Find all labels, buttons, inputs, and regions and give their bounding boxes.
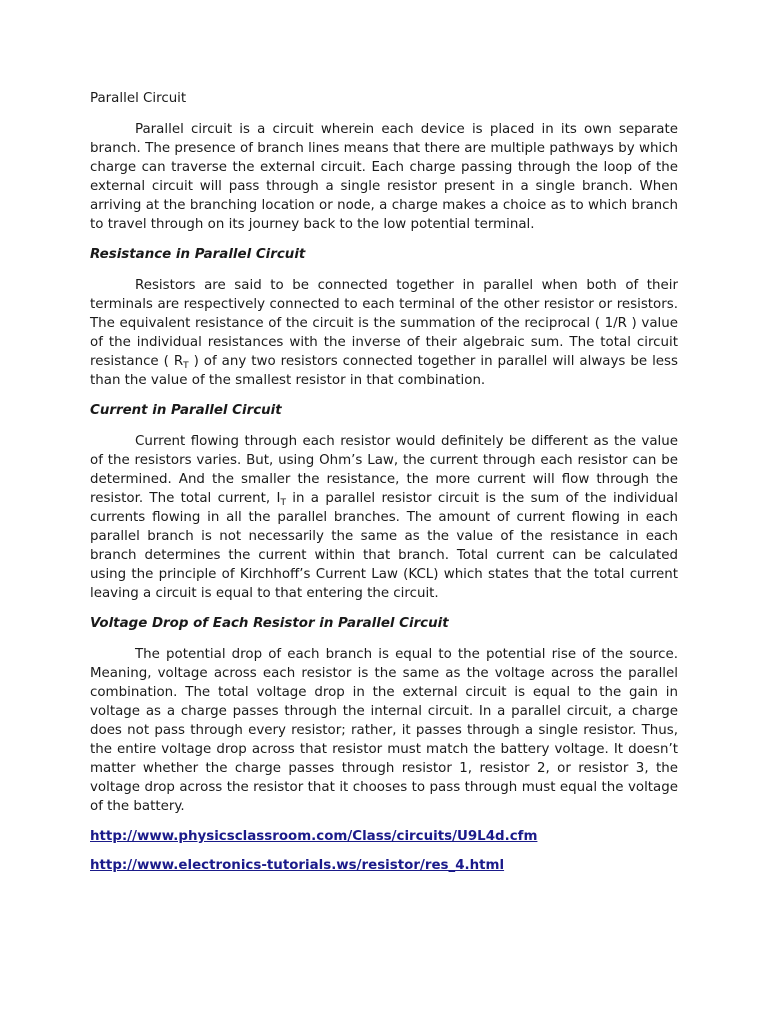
voltage-paragraph: The potential drop of each branch is equal to the potential rise of the source. Meaning, voltage across each resistor is the same as the voltage across the parallel combination. The total voltage drop in the external circuit is equal to the gain in voltage as a charge passes through the internal circuit. In a parallel circuit, a charge does not pass through every resistor; rather, it passes through a single resistor. Thus, the entire voltage drop across that resistor must match the battery voltage. It doesn’t matter whether the charge passes through resistor 1, resistor 2, or resistor 3, the voltage drop across the resistor that it chooses to pass through must equal the voltage of the battery. — [90, 647, 678, 814]
electronics-tutorials-link[interactable]: http://www.electronics-tutorials.ws/resistor/res_4.html — [90, 858, 505, 873]
current-paragraph — [90, 432, 678, 603]
resistance-text-b: ) of any two resistors connected together in parallel will always be less than the value of the smallest resistor in that combination. — [90, 354, 678, 388]
resistance-text-a: Resistors are said to be connected together in parallel when both of their terminals are respectively connected to each terminal of the other resistor or resistors. The equivalent resistance of the circuit is the summation of the reciprocal ( 1/R ) value of the individual resistances with the inverse of their algebraic sum. The total circuit resistance ( R — [90, 278, 678, 369]
current-heading: Current in Parallel Circuit — [90, 403, 282, 418]
current-text-a: Current flowing through each resistor would definitely be different as the value of the resistors varies. But, using Ohm’s Law, the current through each resistor can be determined. And the smaller the resistance, the more current will flow through the resistor. The total current, I — [90, 434, 678, 506]
intro-paragraph: Parallel circuit is a circuit wherein each device is placed in its own separate branch. The presence of branch lines means that there are multiple pathways by which charge can traverse the external circuit. Each charge passing through the loop of the external circuit will pass through a single resistor present in a single branch. When arriving at the branching location or node, a charge makes a choice as to which branch to travel through on its journey back to the low potential terminal. — [90, 122, 678, 232]
current-subscript: T — [280, 498, 286, 508]
document-page — [90, 90, 678, 886]
current-text-b: in a parallel resistor circuit is the sum of the individual currents flowing in all the parallel branches. The amount of current flowing in each parallel branch is not necessarily the same as the value of the resistance in each branch determines the current within that branch. Total current can be calculated using the principle of Kirchhoff’s Current Law (KCL) which states that the total current leaving a circuit is equal to that entering the circuit. — [90, 491, 678, 601]
resistance-paragraph — [90, 276, 678, 390]
voltage-heading: Voltage Drop of Each Resistor in Parallel Circuit — [90, 616, 449, 631]
page-title: Parallel Circuit — [90, 91, 187, 106]
physicsclassroom-link[interactable]: http://www.physicsclassroom.com/Class/circuits/U9L4d.cfm — [90, 829, 538, 844]
resistance-subscript: T — [183, 361, 189, 371]
resistance-heading: Resistance in Parallel Circuit — [90, 247, 306, 262]
